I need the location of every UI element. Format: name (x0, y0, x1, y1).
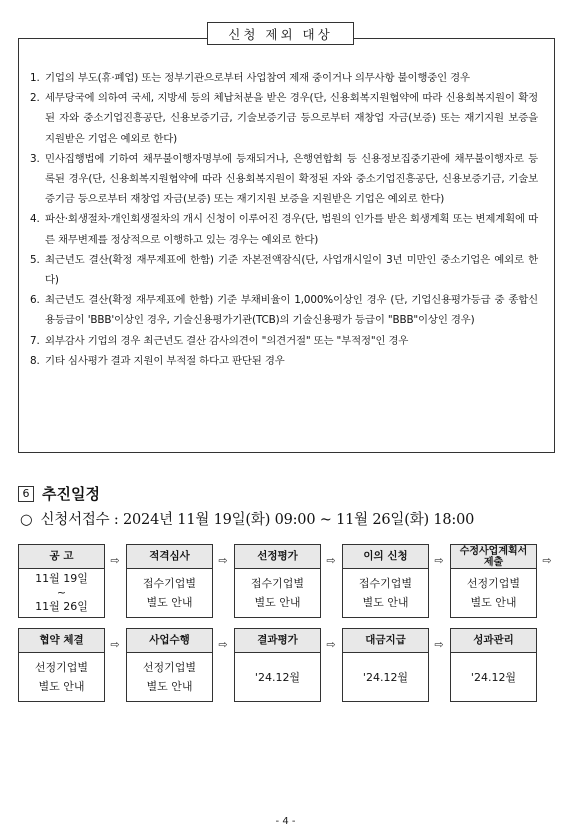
exclusion-item: 7. 외부감사 기업의 경우 최근년도 결산 감사의견이 "의견거절" 또는 "부적정"인 경우 (30, 334, 409, 347)
exclusion-item: 3. 민사집행법에 기하여 채무불이행자명부에 등재되거나, 은행연합회 등 신용정보집중기관에 채무불이행자로 등록된 경우(단, 신용회복지원협약에 따라 신용회복지원이 확정된 자와 중소기업진흥공단, 신용보증기금, 기술보증기금 등으로부터 재창업 자금(보증) 또는 재기지원 보증을 지원받은 기업은 예외로 한다) (30, 152, 538, 206)
flow-step-agreement (18, 628, 105, 702)
exclusion-item: 6. 최근년도 결산(확정 재무제표에 한함) 기준 부채비율이 1,000%이상인 경우 (단, 기업신용평가등급 중 종합신용등급이 'BBB'이상인 경우, 기술신용평가기관(TCB)의 기술신용평가 등급이 "BBB"이상인 경우) (30, 294, 538, 327)
exclusion-item: 4. 파산·회생절차·개인회생절차의 개시 신청이 이루어진 경우(단, 법원의 인가를 받은 회생계획 또는 변제계획에 따른 채무변제를 정상적으로 이행하고 있는 경우는 예외로 한다) (30, 213, 538, 246)
flow-step-announcement (18, 544, 105, 618)
step-detail: '24.12월 (450, 653, 537, 702)
exclusion-list (30, 68, 538, 371)
exclusion-item: 8. 기타 심사평가 결과 지원이 부적절 하다고 판단된 경우 (30, 354, 285, 367)
step-label: 협약 체결 (18, 628, 105, 653)
flow-step-selection-review (234, 544, 321, 618)
right-arrow-icon: ⇨ (434, 637, 444, 651)
flow-step-objection (342, 544, 429, 618)
step-label: 대금지급 (342, 628, 429, 653)
step-detail: 선정기업별 별도 안내 (126, 653, 213, 702)
exclusion-item: 2. 세무당국에 의하여 국세, 지방세 등의 체납처분을 받은 경우(단, 신용회복지원협약에 따라 신용회복지원이 확정된 자와 중소기업진흥공단, 신용보증기금, 기술보증기금 등으로부터 재창업 자금(보증) 또는 재기지원 보증을 지원받은 기업은 예외로 한다) (30, 92, 538, 145)
step-label: 적격심사 (126, 544, 213, 569)
step-detail: 접수기업별 별도 안내 (234, 569, 321, 618)
schedule-text: 신청서접수 : 2024년 11월 19일(화) 09:00 ~ 11월 26일(화) 18:00 (40, 512, 475, 528)
right-arrow-icon: ⇨ (434, 553, 444, 567)
right-arrow-icon: ⇨ (110, 637, 120, 651)
right-arrow-icon: ⇨ (218, 637, 228, 651)
exclusion-item: 5. 최근년도 결산(확정 재무제표에 한함) 기준 자본전액잠식(단, 사업개시일이 3년 미만인 중소기업은 예외로 한다) (30, 253, 538, 287)
step-detail: '24.12월 (342, 653, 429, 702)
exclusion-item: 1. 기업의 부도(휴·폐업) 또는 정부기관으로부터 사업참여 제재 중이거나 의무사항 불이행중인 경우 (30, 72, 470, 84)
step-detail: 11월 19일 ~ 11월 26일 (18, 569, 105, 618)
bullet-circle: ○ (20, 512, 33, 528)
step-detail: 선정기업별 별도 안내 (450, 569, 537, 618)
step-detail: '24.12월 (234, 653, 321, 702)
step-label: 사업수행 (126, 628, 213, 653)
flow-step-performance-management (450, 628, 537, 702)
step-label: 공 고 (18, 544, 105, 569)
right-arrow-icon: ⇨ (110, 553, 120, 567)
section-title: 추진일정 (42, 485, 100, 503)
right-arrow-icon: ⇨ (542, 553, 552, 567)
section-heading (18, 483, 100, 504)
step-label: 결과평가 (234, 628, 321, 653)
schedule-line (20, 508, 474, 529)
step-label: 수정사업계획서 제출 (450, 544, 537, 569)
step-detail: 접수기업별 별도 안내 (126, 569, 213, 618)
right-arrow-icon: ⇨ (326, 637, 336, 651)
right-arrow-icon: ⇨ (218, 553, 228, 567)
flow-step-project-execution (126, 628, 213, 702)
step-detail: 선정기업별 별도 안내 (18, 653, 105, 702)
page-number: - 4 - (275, 816, 296, 827)
step-detail: 접수기업별 별도 안내 (342, 569, 429, 618)
step-label: 선정평가 (234, 544, 321, 569)
section-number: 6 (18, 486, 34, 502)
exclusion-title: 신청 제외 대상 (207, 22, 354, 45)
step-label: 성과관리 (450, 628, 537, 653)
right-arrow-icon: ⇨ (326, 553, 336, 567)
step-label: 이의 신청 (342, 544, 429, 569)
flow-step-revised-plan (450, 544, 537, 618)
flow-step-eligibility (126, 544, 213, 618)
flow-step-payment (342, 628, 429, 702)
flow-step-result-evaluation (234, 628, 321, 702)
